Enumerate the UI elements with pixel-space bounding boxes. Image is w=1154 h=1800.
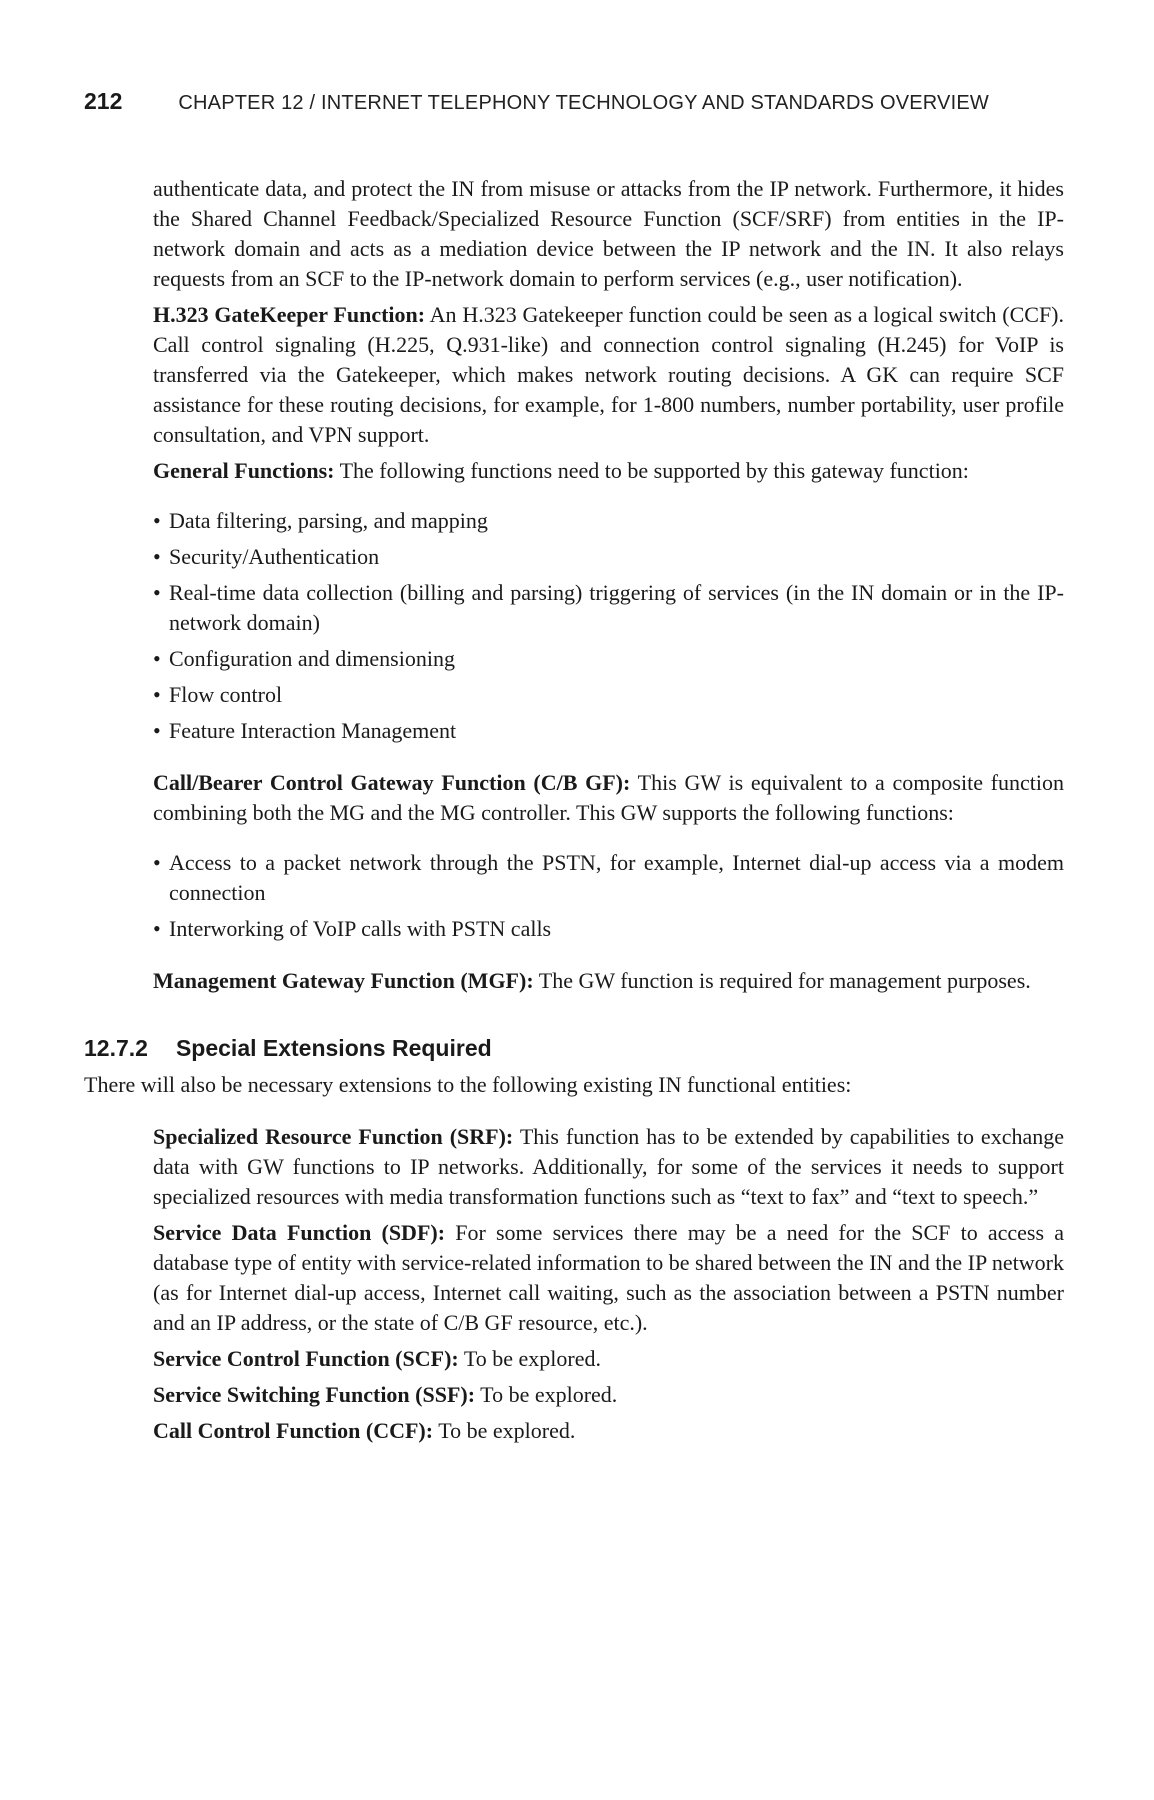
list-item: • Interworking of VoIP calls with PSTN calls (153, 914, 1064, 944)
scf-text: To be explored. (458, 1346, 601, 1371)
general-functions-list (153, 506, 1064, 746)
scf-term: Service Control Function (SCF): (153, 1346, 459, 1371)
gatekeeper-text: An H.323 Gatekeeper function could be seen as a logical switch (CCF). Call control signaling (H.225, Q.931-like) and connection control signaling (H.245) for VoIP is transferred via the Gatekeeper, which makes network routing decisions. A GK can require SCF assistance for these routing decisions, for example, for 1-800 numbers, number portability, user profile consultation, and VPN support. (153, 302, 1065, 447)
ccf-text: To be explored. (433, 1418, 576, 1443)
gatekeeper-paragraph (153, 300, 1064, 450)
cb-gateway-paragraph (153, 768, 1064, 828)
bullet-icon: • (153, 580, 161, 605)
bullet-icon: • (153, 646, 161, 671)
ssf-text: To be explored. (475, 1382, 618, 1407)
bullet-icon: • (153, 718, 161, 743)
list-item: • Feature Interaction Management (153, 716, 1064, 746)
page-header (84, 88, 1074, 115)
cb-gateway-term: Call/Bearer Control Gateway Function (C/B GF): (153, 770, 631, 795)
ccf-term: Call Control Function (CCF): (153, 1418, 434, 1443)
list-item: • Access to a packet network through the PSTN, for example, Internet dial-up access via a modem connection (153, 850, 1064, 905)
general-functions-text: The following functions need to be supported by this gateway function: (334, 458, 969, 483)
section-title: Special Extensions Required (175, 1035, 492, 1061)
ccf-paragraph (153, 1416, 1064, 1446)
section-heading (84, 1032, 1154, 1064)
list-item: • Real-time data collection (billing and parsing) triggering of services (in the IN domain or in the IP-network domain) (153, 580, 1064, 635)
list-item: • Flow control (153, 680, 1064, 710)
bullet-icon: • (153, 508, 161, 533)
list-item: • Data filtering, parsing, and mapping (153, 506, 1064, 536)
bullet-icon: • (153, 850, 161, 875)
srf-paragraph (153, 1122, 1064, 1212)
list-item: • Security/Authentication (153, 542, 1064, 572)
section-number: 12.7.2 (84, 1035, 148, 1061)
mgf-text: The GW function is required for management purposes. (533, 968, 1031, 993)
scf-paragraph (153, 1344, 1064, 1374)
intro-paragraph: authenticate data, and protect the IN from misuse or attacks from the IP network. Furthermore, it hides the Shared Channel Feedback/Specialized Resource Function (SCF/SRF) from entities in the IP-network domain and acts as a mediation device between the IP network and the IN. It also relays requests from an SCF to the IP-network domain to perform services (e.g., user notification). (153, 176, 1064, 291)
bullet-icon: • (153, 544, 161, 569)
list-item: • Configuration and dimensioning (153, 644, 1064, 674)
bullet-icon: • (153, 682, 161, 707)
cb-gateway-list (153, 848, 1064, 944)
ssf-term: Service Switching Function (SSF): (153, 1382, 476, 1407)
mgf-paragraph (153, 966, 1064, 996)
ssf-paragraph (153, 1380, 1064, 1410)
sdf-term: Service Data Function (SDF): (153, 1220, 446, 1245)
sdf-paragraph (153, 1218, 1064, 1338)
srf-term: Specialized Resource Function (SRF): (153, 1124, 514, 1149)
general-functions-paragraph (153, 456, 1064, 486)
general-functions-term: General Functions: (153, 458, 335, 483)
srf-text: This function has to be extended by capabilities to exchange data with GW functions to IP networks. Additionally, for some of the services it needs to support specialized resources with media transformation functions such as “text to fax” and “text to speech.” (153, 1124, 1064, 1209)
page-body (0, 174, 1154, 1446)
mgf-term: Management Gateway Function (MGF): (153, 968, 534, 993)
page-number: 212 (84, 88, 123, 114)
running-head: CHAPTER 12 / INTERNET TELEPHONY TECHNOLOGY AND STANDARDS OVERVIEW (178, 92, 989, 114)
sdf-text: For some services there may be a need for the SCF to access a database type of entity with service-related information to be shared between the IN and the IP network (as for Internet dial-up access, Internet call waiting, such as the association between a PSTN number and an IP address, or the state of C/B GF resource, etc.). (153, 1220, 1064, 1335)
bullet-icon: • (153, 916, 161, 941)
cb-gateway-text: This GW is equivalent to a composite function combining both the MG and the MG controller. This GW supports the following functions: (153, 770, 1064, 825)
gatekeeper-term: H.323 GateKeeper Function: (153, 302, 426, 327)
section-intro: There will also be necessary extensions to the following existing IN functional entities: (84, 1072, 852, 1097)
